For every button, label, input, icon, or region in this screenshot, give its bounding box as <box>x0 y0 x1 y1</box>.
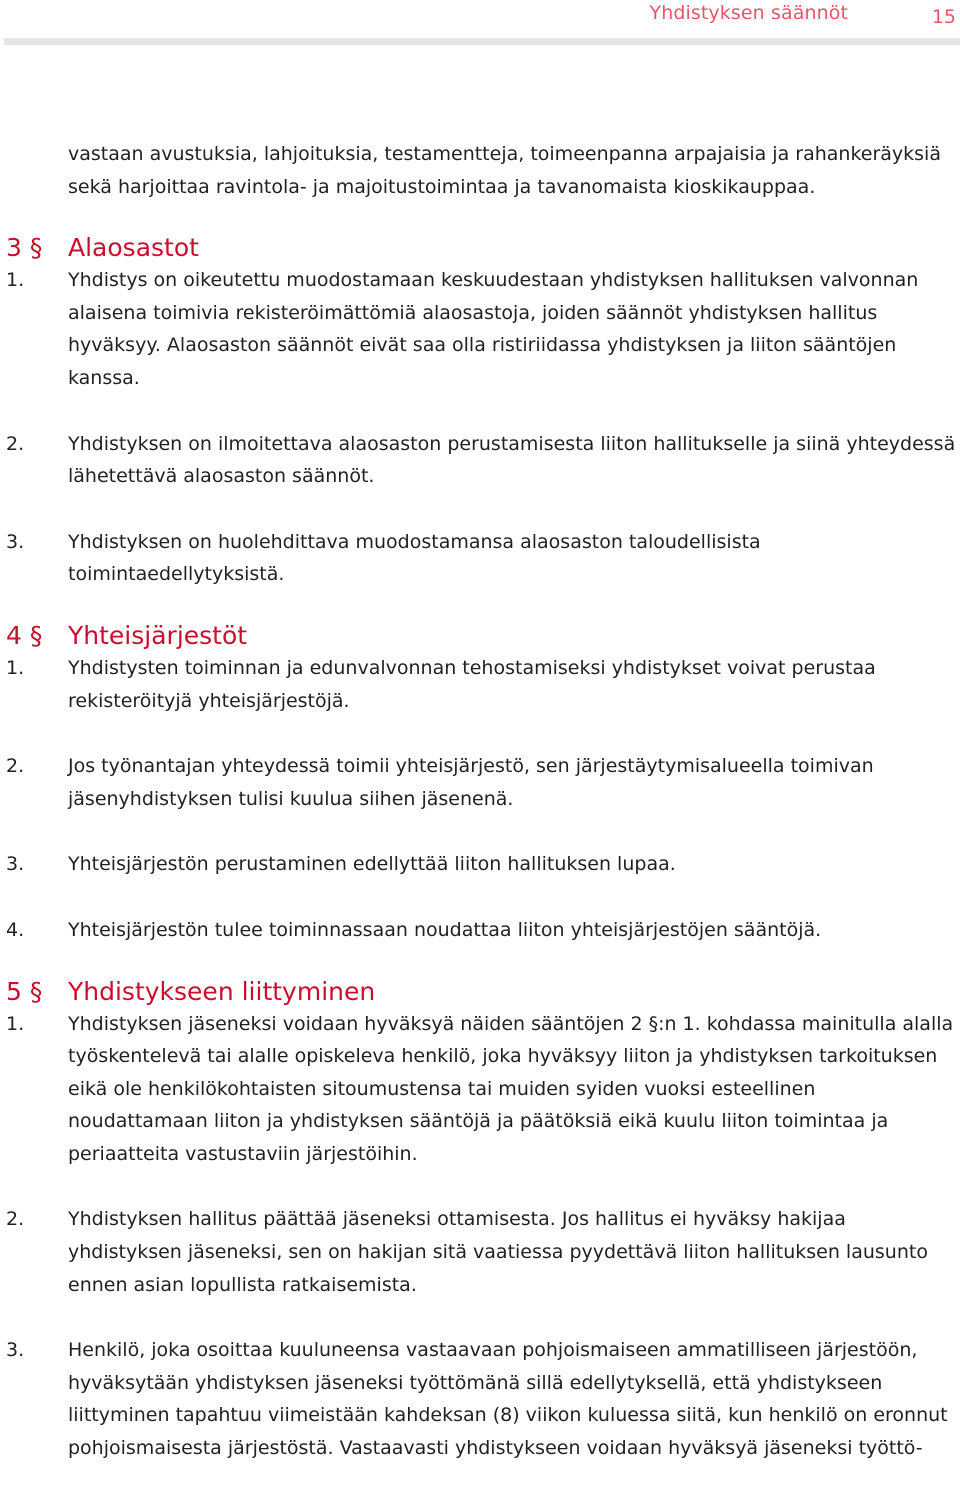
list-item <box>6 848 956 881</box>
section-number: 5 § <box>6 976 43 1006</box>
item-text: Yhdistyksen on huolehdittava muodostamansa alaosaston taloudellisista toimintaedellytyksistä. <box>68 530 761 586</box>
item-text: Yhteisjärjestön tulee toiminnassaan noudattaa liiton yhteisjärjestöjen sääntöjä. <box>68 918 822 941</box>
item-number: 4. <box>6 918 25 941</box>
section-heading-3 <box>6 232 956 264</box>
item-number: 1. <box>6 1012 25 1035</box>
section-heading-5 <box>6 976 956 1008</box>
section-heading-4 <box>6 620 956 652</box>
running-title: Yhdistyksen säännöt <box>649 2 848 24</box>
item-text: Yhteisjärjestön perustaminen edellyttää liiton hallituksen lupaa. <box>68 853 676 876</box>
document-body <box>6 138 956 1465</box>
item-number: 3. <box>6 1339 25 1362</box>
item-text: Henkilö, joka osoittaa kuuluneensa vastaavaan pohjoismaiseen ammatilliseen järjestöön, hyväksytään yhdistyksen jäseneksi työttömänä sillä edellytyksellä, että yhdistykseen liittyminen tapahtuu viimeistään kahdeksan (8) viikon kuluessa siitä, kun henkilö on eronnut pohjoismaisesta järjestöstä. Vastaavasti yhdistykseen voidaan hyväksyä jäseneksi työttö- <box>68 1339 948 1460</box>
section-title: Yhdistykseen liittyminen <box>68 976 376 1006</box>
list-item <box>6 1008 956 1171</box>
header-rule <box>4 38 960 45</box>
list-item <box>6 652 956 717</box>
section-number: 3 § <box>6 233 43 263</box>
list-item <box>6 264 956 394</box>
item-number: 3. <box>6 530 25 553</box>
section-title: Alaosastot <box>68 233 199 263</box>
item-text: Yhdistyksen jäseneksi voidaan hyväksyä näiden sääntöjen 2 §:n 1. kohdassa mainitulla alalla työskentelevä tai alalle opiskeleva henkilö, joka hyväksyy liiton ja yhdistyksen tarkoituksen eikä ole henkilökohtaisten sitoumustensa tai muiden syiden vuoksi esteellinen noudattamaan liiton ja yhdistyksen sääntöjä ja päätöksiä eikä kuulu liiton toimintaa ja periaatteita vastustaviin järjestöihin. <box>68 1012 954 1165</box>
item-number: 1. <box>6 269 25 292</box>
item-text: Jos työnantajan yhteydessä toimii yhteisjärjestö, sen järjestäytymisalueella toimivan jäsenyhdistyksen tulisi kuulua siihen jäsenenä. <box>68 755 874 810</box>
page-number: 15 <box>931 6 956 28</box>
section-number: 4 § <box>6 620 43 650</box>
list-item <box>6 914 956 947</box>
page-header <box>0 0 960 48</box>
list-item <box>6 526 956 591</box>
list-item <box>6 750 956 815</box>
item-number: 2. <box>6 1208 25 1231</box>
item-number: 2. <box>6 755 25 778</box>
intro-paragraph: vastaan avustuksia, lahjoituksia, testamentteja, toimeenpanna arpajaisia ja rahankeräyksiä sekä harjoittaa ravintola- ja majoitustoimintaa ja tavanomaista kioskikauppaa. <box>68 143 941 198</box>
list-item <box>6 1334 956 1464</box>
item-text: Yhdistysten toiminnan ja edunvalvonnan tehostamiseksi yhdistykset voivat perustaa rekisteröityjä yhteisjärjestöjä. <box>68 656 876 712</box>
item-text: Yhdistyksen on ilmoitettava alaosaston perustamisesta liiton hallitukselle ja siinä yhteydessä lähetettävä alaosaston säännöt. <box>68 432 956 488</box>
item-number: 3. <box>6 853 25 876</box>
item-number: 2. <box>6 432 25 455</box>
item-text: Yhdistyksen hallitus päättää jäseneksi ottamisesta. Jos hallitus ei hyväksy hakijaa yhdistyksen jäseneksi, sen on hakijan sitä vaatiessa pyydettävä liiton hallituksen lausunto ennen asian lopullista ratkaisemista. <box>68 1208 928 1296</box>
item-text: Yhdistys on oikeutettu muodostamaan keskuudestaan yhdistyksen hallituksen valvonnan alaisena toimivia rekisteröimättömiä alaosastoja, joiden säännöt yhdistyksen hallitus hyväksyy. Alaosaston säännöt eivät saa olla ristiriidassa yhdistyksen ja liiton sääntöjen kanssa. <box>68 269 919 389</box>
item-number: 1. <box>6 656 25 679</box>
list-item <box>6 1203 956 1301</box>
section-title: Yhteisjärjestöt <box>68 620 248 650</box>
list-item <box>6 428 956 493</box>
